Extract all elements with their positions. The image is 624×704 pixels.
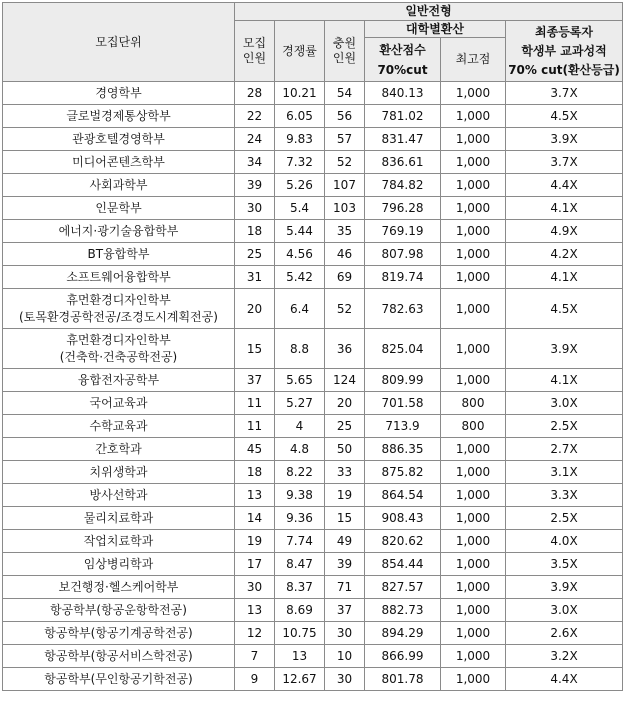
quota-cell: 30 bbox=[235, 197, 275, 220]
grade-cell: 4.4X bbox=[506, 174, 623, 197]
grade-cell: 2.6X bbox=[506, 622, 623, 645]
dept-cell bbox=[3, 668, 235, 691]
quota-cell: 11 bbox=[235, 415, 275, 438]
filled-cell: 37 bbox=[325, 599, 365, 622]
max-score-cell: 1,000 bbox=[441, 461, 506, 484]
competition-cell: 8.69 bbox=[275, 599, 325, 622]
dept-name: 융합전자공학부 bbox=[77, 372, 160, 387]
dept-cell bbox=[3, 289, 235, 329]
table-row bbox=[3, 174, 623, 197]
header-score-cut: 환산점수 70%cut bbox=[365, 38, 441, 82]
dept-cell bbox=[3, 392, 235, 415]
dept-cell bbox=[3, 369, 235, 392]
dept-cell bbox=[3, 599, 235, 622]
score-cut-cell: 796.28 bbox=[365, 197, 441, 220]
max-score-cell: 1,000 bbox=[441, 645, 506, 668]
score-cut-cell: 840.13 bbox=[365, 82, 441, 105]
filled-cell: 57 bbox=[325, 128, 365, 151]
max-score-cell: 1,000 bbox=[441, 243, 506, 266]
grade-cell: 3.9X bbox=[506, 576, 623, 599]
dept-cell bbox=[3, 530, 235, 553]
competition-cell: 5.44 bbox=[275, 220, 325, 243]
table-row bbox=[3, 243, 623, 266]
grade-cell: 4.5X bbox=[506, 105, 623, 128]
dept-name: 임상병리학과 bbox=[83, 556, 154, 571]
max-score-cell: 1,000 bbox=[441, 266, 506, 289]
score-cut-cell: 827.57 bbox=[365, 576, 441, 599]
score-cut-cell: 882.73 bbox=[365, 599, 441, 622]
competition-cell: 8.8 bbox=[275, 329, 325, 369]
grade-cell: 3.9X bbox=[506, 128, 623, 151]
competition-cell: 5.65 bbox=[275, 369, 325, 392]
filled-cell: 15 bbox=[325, 507, 365, 530]
filled-cell: 10 bbox=[325, 645, 365, 668]
filled-cell: 30 bbox=[325, 668, 365, 691]
table-row bbox=[3, 622, 623, 645]
grade-cell: 3.3X bbox=[506, 484, 623, 507]
grade-cell: 2.5X bbox=[506, 415, 623, 438]
table-row bbox=[3, 266, 623, 289]
competition-cell: 8.22 bbox=[275, 461, 325, 484]
dept-cell bbox=[3, 415, 235, 438]
dept-name: 국어교육과 bbox=[89, 395, 148, 410]
score-cut-cell: 825.04 bbox=[365, 329, 441, 369]
table-row bbox=[3, 438, 623, 461]
filled-cell: 52 bbox=[325, 151, 365, 174]
quota-cell: 22 bbox=[235, 105, 275, 128]
dept-name: 항공학부(항공서비스학전공) bbox=[44, 648, 193, 663]
filled-cell: 39 bbox=[325, 553, 365, 576]
competition-cell: 5.4 bbox=[275, 197, 325, 220]
score-cut-cell: 836.61 bbox=[365, 151, 441, 174]
grade-cell: 4.5X bbox=[506, 289, 623, 329]
grade-cell: 3.7X bbox=[506, 82, 623, 105]
competition-cell: 9.36 bbox=[275, 507, 325, 530]
grade-cell: 3.9X bbox=[506, 329, 623, 369]
filled-cell: 50 bbox=[325, 438, 365, 461]
dept-name: 방사선학과 bbox=[89, 487, 148, 502]
table-row bbox=[3, 197, 623, 220]
score-cut-cell: 781.02 bbox=[365, 105, 441, 128]
dept-name: 글로벌경제통상학부 bbox=[66, 108, 171, 123]
dept-name: 에너지·광기술융합학부 bbox=[58, 223, 179, 238]
competition-cell: 4.56 bbox=[275, 243, 325, 266]
dept-name: 휴먼환경디자인학부 bbox=[66, 292, 171, 307]
dept-cell bbox=[3, 622, 235, 645]
max-score-cell: 1,000 bbox=[441, 599, 506, 622]
filled-cell: 33 bbox=[325, 461, 365, 484]
filled-cell: 107 bbox=[325, 174, 365, 197]
dept-cell bbox=[3, 576, 235, 599]
competition-cell: 5.42 bbox=[275, 266, 325, 289]
quota-cell: 19 bbox=[235, 530, 275, 553]
table-row bbox=[3, 507, 623, 530]
table-header bbox=[3, 3, 623, 82]
filled-cell: 52 bbox=[325, 289, 365, 329]
score-cut-cell: 875.82 bbox=[365, 461, 441, 484]
grade-cell: 3.1X bbox=[506, 461, 623, 484]
grade-cell: 4.0X bbox=[506, 530, 623, 553]
score-cut-cell: 831.47 bbox=[365, 128, 441, 151]
max-score-cell: 1,000 bbox=[441, 530, 506, 553]
score-cut-cell: 894.29 bbox=[365, 622, 441, 645]
dept-cell bbox=[3, 266, 235, 289]
dept-name: 사회과학부 bbox=[89, 177, 148, 192]
filled-cell: 46 bbox=[325, 243, 365, 266]
max-score-cell: 800 bbox=[441, 415, 506, 438]
dept-name: BT융합학부 bbox=[87, 246, 150, 261]
grade-cell: 4.2X bbox=[506, 243, 623, 266]
dept-name: 항공학부(항공기계공학전공) bbox=[44, 625, 193, 640]
grade-cell: 3.7X bbox=[506, 151, 623, 174]
header-final: 최종등록자 학생부 교과성적 70% cut(환산등급) bbox=[506, 21, 623, 82]
quota-cell: 45 bbox=[235, 438, 275, 461]
score-cut-cell: 801.78 bbox=[365, 668, 441, 691]
quota-cell: 18 bbox=[235, 461, 275, 484]
dept-cell bbox=[3, 645, 235, 668]
competition-cell: 7.32 bbox=[275, 151, 325, 174]
grade-cell: 4.4X bbox=[506, 668, 623, 691]
quota-cell: 15 bbox=[235, 329, 275, 369]
quota-cell: 13 bbox=[235, 484, 275, 507]
dept-cell bbox=[3, 82, 235, 105]
dept-name: 관광호텔경영학부 bbox=[72, 131, 165, 146]
filled-cell: 20 bbox=[325, 392, 365, 415]
max-score-cell: 1,000 bbox=[441, 151, 506, 174]
dept-cell bbox=[3, 461, 235, 484]
quota-cell: 24 bbox=[235, 128, 275, 151]
filled-cell: 30 bbox=[325, 622, 365, 645]
dept-name: 보건행정·헬스케어학부 bbox=[58, 579, 179, 594]
max-score-cell: 1,000 bbox=[441, 553, 506, 576]
quota-cell: 17 bbox=[235, 553, 275, 576]
max-score-cell: 1,000 bbox=[441, 329, 506, 369]
admissions-table bbox=[2, 2, 623, 691]
grade-cell: 4.9X bbox=[506, 220, 623, 243]
dept-cell bbox=[3, 484, 235, 507]
dept-name: 인문학부 bbox=[95, 200, 142, 215]
score-cut-cell: 809.99 bbox=[365, 369, 441, 392]
competition-cell: 5.26 bbox=[275, 174, 325, 197]
header-dept: 모집단위 bbox=[3, 3, 235, 82]
competition-cell: 6.05 bbox=[275, 105, 325, 128]
header-general: 일반전형 bbox=[235, 3, 623, 21]
dept-cell bbox=[3, 438, 235, 461]
quota-cell: 13 bbox=[235, 599, 275, 622]
filled-cell: 69 bbox=[325, 266, 365, 289]
score-cut-cell: 854.44 bbox=[365, 553, 441, 576]
table-row bbox=[3, 484, 623, 507]
filled-cell: 56 bbox=[325, 105, 365, 128]
table-row bbox=[3, 668, 623, 691]
dept-cell bbox=[3, 174, 235, 197]
score-cut-cell: 866.99 bbox=[365, 645, 441, 668]
quota-cell: 28 bbox=[235, 82, 275, 105]
competition-cell: 8.47 bbox=[275, 553, 325, 576]
dept-name: (토목환경공학전공/조경도시계획전공) bbox=[19, 309, 218, 324]
filled-cell: 25 bbox=[325, 415, 365, 438]
filled-cell: 36 bbox=[325, 329, 365, 369]
score-cut-cell: 807.98 bbox=[365, 243, 441, 266]
competition-cell: 12.67 bbox=[275, 668, 325, 691]
max-score-cell: 1,000 bbox=[441, 507, 506, 530]
max-score-cell: 800 bbox=[441, 392, 506, 415]
grade-cell: 2.5X bbox=[506, 507, 623, 530]
grade-cell: 4.1X bbox=[506, 197, 623, 220]
quota-cell: 31 bbox=[235, 266, 275, 289]
dept-cell bbox=[3, 151, 235, 174]
max-score-cell: 1,000 bbox=[441, 576, 506, 599]
grade-cell: 3.5X bbox=[506, 553, 623, 576]
score-cut-cell: 769.19 bbox=[365, 220, 441, 243]
table-row bbox=[3, 576, 623, 599]
dept-cell bbox=[3, 128, 235, 151]
max-score-cell: 1,000 bbox=[441, 622, 506, 645]
grade-cell: 3.0X bbox=[506, 392, 623, 415]
competition-cell: 4.8 bbox=[275, 438, 325, 461]
dept-cell bbox=[3, 220, 235, 243]
filled-cell: 54 bbox=[325, 82, 365, 105]
header-filled: 충원 인원 bbox=[325, 21, 365, 82]
competition-cell: 13 bbox=[275, 645, 325, 668]
competition-cell: 7.74 bbox=[275, 530, 325, 553]
dept-name: 휴먼환경디자인학부 bbox=[66, 332, 171, 347]
grade-cell: 4.1X bbox=[506, 266, 623, 289]
max-score-cell: 1,000 bbox=[441, 369, 506, 392]
quota-cell: 18 bbox=[235, 220, 275, 243]
dept-cell bbox=[3, 329, 235, 369]
dept-name: 항공학부(항공운항학전공) bbox=[50, 602, 187, 617]
table-row bbox=[3, 461, 623, 484]
quota-cell: 30 bbox=[235, 576, 275, 599]
table-row bbox=[3, 369, 623, 392]
grade-cell: 3.2X bbox=[506, 645, 623, 668]
quota-cell: 7 bbox=[235, 645, 275, 668]
score-cut-cell: 886.35 bbox=[365, 438, 441, 461]
score-cut-cell: 782.63 bbox=[365, 289, 441, 329]
table-row bbox=[3, 151, 623, 174]
dept-name: 경영학부 bbox=[95, 85, 142, 100]
quota-cell: 12 bbox=[235, 622, 275, 645]
max-score-cell: 1,000 bbox=[441, 289, 506, 329]
max-score-cell: 1,000 bbox=[441, 197, 506, 220]
dept-name: (건축학·건축공학전공) bbox=[59, 349, 178, 364]
max-score-cell: 1,000 bbox=[441, 484, 506, 507]
filled-cell: 49 bbox=[325, 530, 365, 553]
table-row bbox=[3, 392, 623, 415]
header-conversion: 대학별환산 bbox=[365, 21, 506, 38]
grade-cell: 3.0X bbox=[506, 599, 623, 622]
table-row bbox=[3, 220, 623, 243]
dept-name: 수학교육과 bbox=[89, 418, 148, 433]
table-row bbox=[3, 645, 623, 668]
table-body bbox=[3, 82, 623, 691]
table-row bbox=[3, 329, 623, 369]
dept-cell bbox=[3, 105, 235, 128]
competition-cell: 10.21 bbox=[275, 82, 325, 105]
score-cut-cell: 819.74 bbox=[365, 266, 441, 289]
grade-cell: 4.1X bbox=[506, 369, 623, 392]
header-competition: 경쟁률 bbox=[275, 21, 325, 82]
competition-cell: 8.37 bbox=[275, 576, 325, 599]
max-score-cell: 1,000 bbox=[441, 438, 506, 461]
filled-cell: 35 bbox=[325, 220, 365, 243]
quota-cell: 34 bbox=[235, 151, 275, 174]
table-row bbox=[3, 415, 623, 438]
quota-cell: 39 bbox=[235, 174, 275, 197]
table-row bbox=[3, 82, 623, 105]
dept-name: 작업치료학과 bbox=[83, 533, 154, 548]
dept-name: 치위생학과 bbox=[89, 464, 148, 479]
table-row bbox=[3, 599, 623, 622]
score-cut-cell: 713.9 bbox=[365, 415, 441, 438]
table-row bbox=[3, 105, 623, 128]
filled-cell: 19 bbox=[325, 484, 365, 507]
max-score-cell: 1,000 bbox=[441, 174, 506, 197]
dept-name: 미디어콘텐츠학부 bbox=[72, 154, 165, 169]
max-score-cell: 1,000 bbox=[441, 82, 506, 105]
grade-cell: 2.7X bbox=[506, 438, 623, 461]
competition-cell: 10.75 bbox=[275, 622, 325, 645]
score-cut-cell: 864.54 bbox=[365, 484, 441, 507]
dept-name: 간호학과 bbox=[95, 441, 142, 456]
filled-cell: 124 bbox=[325, 369, 365, 392]
quota-cell: 9 bbox=[235, 668, 275, 691]
table-row bbox=[3, 128, 623, 151]
dept-cell bbox=[3, 553, 235, 576]
max-score-cell: 1,000 bbox=[441, 128, 506, 151]
dept-name: 물리치료학과 bbox=[83, 510, 154, 525]
competition-cell: 6.4 bbox=[275, 289, 325, 329]
dept-cell bbox=[3, 243, 235, 266]
table-row bbox=[3, 553, 623, 576]
dept-name: 소프트웨어융합학부 bbox=[66, 269, 171, 284]
competition-cell: 9.83 bbox=[275, 128, 325, 151]
score-cut-cell: 784.82 bbox=[365, 174, 441, 197]
dept-cell bbox=[3, 197, 235, 220]
max-score-cell: 1,000 bbox=[441, 668, 506, 691]
quota-cell: 14 bbox=[235, 507, 275, 530]
max-score-cell: 1,000 bbox=[441, 220, 506, 243]
dept-cell bbox=[3, 507, 235, 530]
filled-cell: 71 bbox=[325, 576, 365, 599]
header-quota: 모집 인원 bbox=[235, 21, 275, 82]
quota-cell: 25 bbox=[235, 243, 275, 266]
table-row bbox=[3, 530, 623, 553]
filled-cell: 103 bbox=[325, 197, 365, 220]
score-cut-cell: 701.58 bbox=[365, 392, 441, 415]
table-row bbox=[3, 289, 623, 329]
competition-cell: 5.27 bbox=[275, 392, 325, 415]
dept-name: 항공학부(무인항공기학전공) bbox=[44, 671, 193, 686]
header-max-score: 최고점 bbox=[441, 38, 506, 82]
quota-cell: 37 bbox=[235, 369, 275, 392]
max-score-cell: 1,000 bbox=[441, 105, 506, 128]
competition-cell: 4 bbox=[275, 415, 325, 438]
score-cut-cell: 820.62 bbox=[365, 530, 441, 553]
quota-cell: 11 bbox=[235, 392, 275, 415]
quota-cell: 20 bbox=[235, 289, 275, 329]
score-cut-cell: 908.43 bbox=[365, 507, 441, 530]
competition-cell: 9.38 bbox=[275, 484, 325, 507]
